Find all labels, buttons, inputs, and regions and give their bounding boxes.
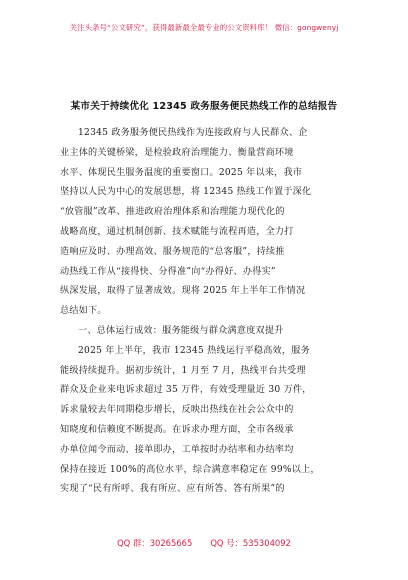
body-line: 总结如下。 [60, 306, 107, 317]
body-line: 保持在接近 100%的高位水平，综合满意率稳定在 99%以上， [60, 464, 320, 475]
body-line: 诉求量较去年同期稳步增长，反映出热线在社会公众中的 [60, 405, 294, 416]
body-line: 办单位闻令而动、接单即办，工单按时办结率和办结率均 [60, 444, 294, 455]
body-line: 战略高度，通过机制创新、技术赋能与流程再造，全力打 [60, 226, 294, 237]
body-line: “放管服”改革、推进政府治理体系和治理能力现代化的 [60, 207, 285, 218]
document-title: 某市关于持续优化 12345 政务服务便民热线工作的总结报告 [70, 101, 338, 112]
header-banner: 关注头条号“公文研究”，获得最新最全最专业的公文资料库！ 微信：gongwenyj [69, 23, 339, 32]
footer-qq-number: QQ 号：535304092 [210, 538, 291, 548]
body-line: 能级持续提升。据初步统计，1 月至 7 月，热线平台共受理 [60, 365, 306, 376]
body-line: 坚持以人民为中心的发展思想，将 12345 热线工作置于深化 [60, 187, 312, 198]
body-line: 业主体的关键桥梁，是检验政府治理能力、衡量营商环境 [60, 147, 294, 158]
document-body [60, 124, 352, 500]
footer-contact [0, 537, 408, 549]
body-line: 知晓度和信赖度不断提高。在诉求办理方面，全市各级承 [60, 424, 294, 435]
section-heading: 一、总体运行成效：服务能级与群众满意度双提升 [78, 325, 284, 336]
body-line: 水平、体现民生服务温度的重要窗口。2025 年以来，我市 [60, 167, 303, 178]
body-line: 纵深发展，取得了显著成效。现将 2025 年上半年工作情况 [60, 286, 306, 297]
body-line: 群众及企业来电诉求超过 35 万件，有效受理量近 30 万件， [60, 385, 312, 396]
body-line: 动热线工作从“接得快、分得准”向“办得好、办得实” [60, 266, 276, 277]
body-line: 实现了“民有所呼、我有所应、应有所答、答有所果”的 [60, 484, 285, 495]
footer-qq-group: QQ 群：30265665 [117, 538, 193, 548]
body-line: 12345 政务服务便民热线作为连接政府与人民群众、企 [78, 128, 308, 138]
body-line: 2025 年上半年，我市 12345 热线运行平稳高效，服务 [78, 345, 310, 356]
body-line: 造响应及时、办理高效、服务规范的“总客服”，持续推 [60, 246, 285, 257]
